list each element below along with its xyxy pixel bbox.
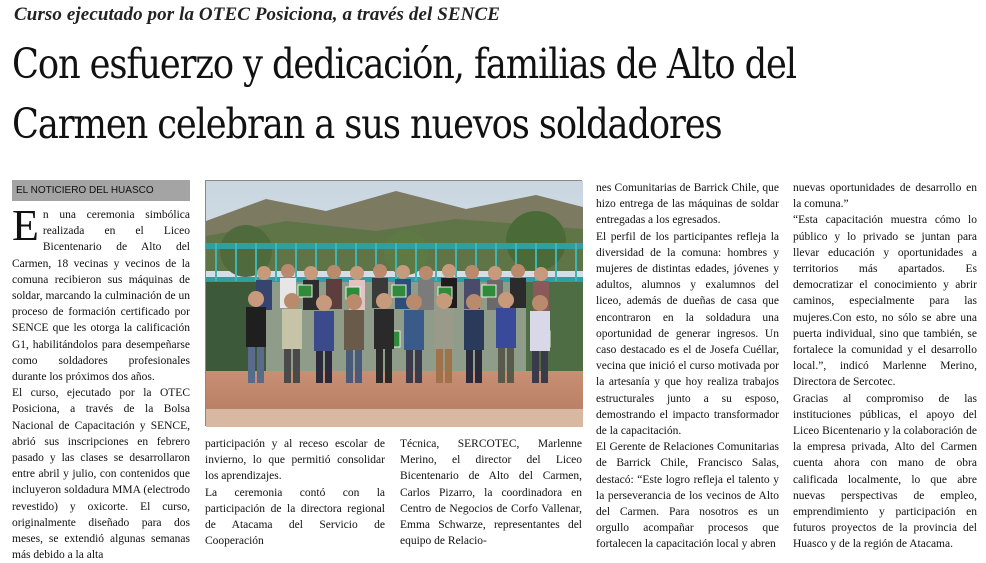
col1-p1-text: n una ceremonia simbólica realizada en el Liceo Bicentenario de Alto del Carmen, 18 vecinas y vecinos de la comuna recibieron sus máquinas de soldar, marcando la culminación de un proceso de formación certificado por SENCE que les otorga la calificación G1, habilitándolos para desempeñarse como soldadores profesionales durante los próximos dos años. (12, 209, 190, 384)
col3-paragraph-2: El perfil de los participantes refleja la diversidad de la comuna: hombres y mujeres de distintas edades, jóvenes y adultos, alumnos y exalumnos del liceo, además de dueñas de casa que encontraron en la soldadura una oportunidad de generar ingresos. Un caso destacado es el de Josefa Cuéllar, vecina que inició el curso motivada por la artesanía y que hoy realiza trabajos estructurales junto a su esposo, demostrando el impacto transformador de la capacitación. (596, 230, 779, 438)
col2-paragraph-2: La ceremonia contó con la participación de la directora regional de Atacama del Servicio de Cooperación (205, 486, 385, 548)
col3-paragraph-1: nes Comunitarias de Barrick Chile, que hizo entrega de las máquinas de soldar entregadas a los egresados. (596, 182, 779, 227)
col4-paragraph-3: Gracias al compromiso de las instituciones públicas, el apoyo del Liceo Bicentenario y la colaboración de la empresa privada, Alto del Carmen cuenta ahora con mano de obra calificada localmente, lo que abre nuevas perspectivas de empleo, emprendimiento y participación en futuros proyectos de la provincia del Huasco y de la región de Atacama. (793, 392, 977, 551)
col4-paragraph-2: “Esta capacitación muestra cómo lo público y lo privado se juntan para llevar educación y oportunidades a territorios más apartados. Es democratizar el conocimiento y abrir caminos, especialmente para las mujeres.Con esto, no sólo se abre una puerta individual, sino que también, se fortalece la comunidad y el desarrollo local.”, indicó Marlenne Merino, Directora de Sercotec. (793, 214, 977, 389)
headline-line-2: Carmen celebran a sus nuevos soldadores (12, 100, 722, 148)
kicker: Curso ejecutado por la OTEC Posiciona, a través del SENCE (14, 4, 501, 25)
col3a-paragraph-1: Técnica, SERCOTEC, Marlenne Merino, el director del Liceo Bicentenario de Alto del Carmen, Carlos Pizarro, la coordinadora en Centro de Negocios de Corfo Vallenar, Emma Schwarze, representantes del equipo de Relacio- (400, 438, 582, 548)
dropcap: E (12, 201, 39, 250)
column-4 (793, 180, 977, 553)
col2-paragraph-1: participación y al receso escolar de invierno, lo que permitió consolidar los aprendizajes. (205, 438, 385, 483)
column-3 (596, 180, 779, 553)
group-photo (205, 180, 582, 426)
column-1 (12, 201, 190, 563)
source-label: EL NOTICIERO DEL HUASCO (12, 180, 190, 201)
col4-paragraph-1: nuevas oportunidades de desarrollo en la comuna.” (793, 182, 977, 211)
group-photo-image (206, 181, 583, 427)
column-3-lower (400, 436, 582, 549)
col1-paragraph-2: El curso, ejecutado por la OTEC Posiciona, a través de la Bolsa Nacional de Capacitación y SENCE, abrió sus inscripciones en febrero pasado y las clases se desarrollaron entre abril y julio, con contenidos que incluyeron soldadura MMA (electrodo revestido) y oxicorte. El curso, originalmente diseñado para dos meses, se extendió algunas semanas más debido a la alta (12, 387, 190, 562)
col3-paragraph-3: El Gerente de Relaciones Comunitarias de Barrick Chile, Francisco Salas, destacó: “Este logro refleja el talento y la perseverancia de los vecinos de Alto del Carmen. Para nosotros es un orgullo acompañar procesos que fortalecen la capacitación local y abren (596, 441, 779, 551)
headline (12, 34, 842, 154)
headline-line-1: Con esfuerzo y dedicación, familias de Alto del (12, 40, 796, 88)
col1-paragraph-1 (12, 201, 190, 385)
column-2 (205, 436, 385, 549)
